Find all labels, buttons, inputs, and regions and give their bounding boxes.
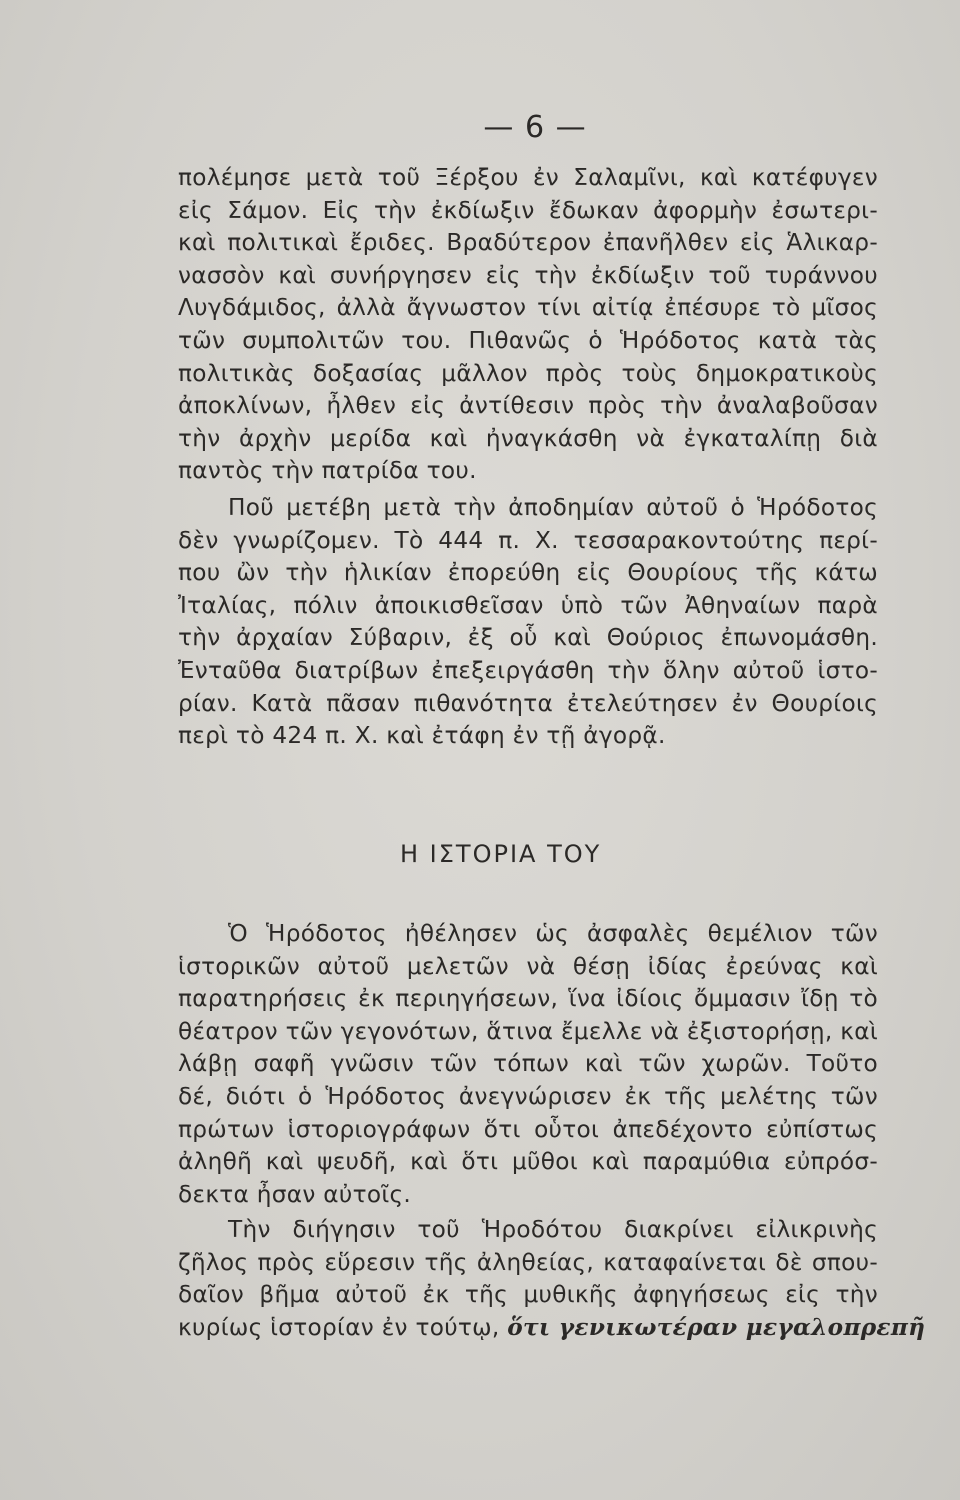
paragraph-4 xyxy=(178,1214,926,1344)
text-line: λάβῃ σαφῆ γνῶσιν τῶν τόπων καὶ τῶν χωρῶν. Τοῦτο xyxy=(178,1050,878,1078)
paragraph-3 xyxy=(178,918,878,1211)
text-line: Ἰταλίας, πόλιν ἀποικισθεῖσαν ὑπὸ τῶν Ἀθηναίων παρὰ xyxy=(178,591,878,619)
text-line-last xyxy=(178,1312,926,1345)
text-line: νασσὸν καὶ συνήργησεν εἰς τὴν ἐκδίωξιν τοῦ τυράννου xyxy=(178,261,878,289)
text-line: παντὸς τὴν πατρίδα του. xyxy=(178,457,477,485)
text-line: δὲν γνωρίζομεν. Τὸ 444 π. Χ. τεσσαρακοντούτης περί- xyxy=(178,526,878,554)
paragraph-2 xyxy=(178,492,878,753)
page-number: — 6 — xyxy=(483,110,587,145)
text-line: ρίαν. Κατὰ πᾶσαν πιθανότητα ἐτελεύτησεν ἐν Θουρίοις xyxy=(178,689,878,717)
text-line: δαῖον βῆμα αὐτοῦ ἐκ τῆς μυθικῆς ἀφηγήσεως εἰς τὴν xyxy=(178,1281,878,1309)
text-line: Ποῦ μετέβη μετὰ τὴν ἀποδημίαν αὐτοῦ ὁ Ἡρόδοτος xyxy=(228,494,878,521)
text-line: που ὢν τὴν ἡλικίαν ἐπορεύθη εἰς Θουρίους τῆς κάτω xyxy=(178,559,878,587)
text-line: Λυγδάμιδος, ἀλλὰ ἄγνωστον τίνι αἰτίᾳ ἐπέσυρε τὸ μῖσος xyxy=(178,294,878,322)
text-line: ἀληθῆ καὶ ψευδῆ, καὶ ὅτι μῦθοι καὶ παραμύθια εὐπρόσ- xyxy=(178,1148,878,1176)
text-line: δεκτα ἦσαν αὐτοῖς. xyxy=(178,1180,412,1208)
text-line: καὶ πολιτικαὶ ἔριδες. Βραδύτερον ἐπανῆλθεν εἰς Ἁλικαρ- xyxy=(178,229,878,257)
text-line: πολέμησε μετὰ τοῦ Ξέρξου ἐν Σαλαμῖνι, καὶ κατέφυγεν xyxy=(178,164,878,191)
text-line: Ὁ Ἡρόδοτος ἠθέλησεν ὡς ἀσφαλὲς θεμέλιον τῶν xyxy=(228,920,878,947)
text-line: ἀποκλίνων, ἦλθεν εἰς ἀντίθεσιν πρὸς τὴν ἀναλαβοῦσαν xyxy=(178,392,878,420)
text-line: τῶν συμπολιτῶν του. Πιθανῶς ὁ Ἡρόδοτος κατὰ τὰς xyxy=(178,326,878,354)
text-line: δέ, διότι ὁ Ἡρόδοτος ἀνεγνώρισεν ἐκ τῆς μελέτης τῶν xyxy=(178,1082,878,1110)
text-line: πολιτικὰς δοξασίας μᾶλλον πρὸς τοὺς δημοκρατικοὺς xyxy=(178,359,878,387)
paragraph-1 xyxy=(178,162,878,488)
text-line: Ἐνταῦθα διατρίβων ἐπεξειργάσθη τὴν ὅλην αὐτοῦ ἱστο- xyxy=(178,656,878,684)
section-heading: Η ΙΣΤΟΡΙΑ ΤΟΥ xyxy=(400,840,602,868)
text-line: πρώτων ἱστοριογράφων ὅτι οὗτοι ἀπεδέχοντο εὐπίστως xyxy=(178,1115,878,1143)
text-line: τὴν ἀρχαίαν Σύβαριν, ἐξ οὗ καὶ Θούριος ἐπωνομάσθη. xyxy=(178,624,878,652)
text-line: παρατηρήσεις ἐκ περιηγήσεων, ἵνα ἰδίοις ὄμμασιν ἴδῃ τὸ xyxy=(178,985,878,1013)
last-line-text: κυρίως ἱστορίαν ἐν τούτῳ, xyxy=(178,1313,500,1341)
text-line: ζῆλος πρὸς εὕρεσιν τῆς ἀληθείας, καταφαίνεται δὲ σπου- xyxy=(178,1248,878,1276)
text-line: περὶ τὸ 424 π. Χ. καὶ ἐτάφη ἐν τῇ ἀγορᾷ. xyxy=(178,722,666,750)
last-line-italic-text: ὅτι γενικωτέραν μεγαλοπρεπῆ xyxy=(507,1313,926,1341)
text-line: εἰς Σάμον. Εἰς τὴν ἐκδίωξιν ἔδωκαν ἀφορμὴν ἐσωτερι- xyxy=(178,196,878,224)
text-line: ἱστορικῶν αὐτοῦ μελετῶν νὰ θέσῃ ἰδίας ἐρεύνας καὶ xyxy=(178,952,878,980)
text-line: Τὴν διήγησιν τοῦ Ἡροδότου διακρίνει εἰλικρινὴς xyxy=(228,1216,878,1243)
text-line: θέατρον τῶν γεγονότων, ἅτινα ἔμελλε νὰ ἐξιστορήσῃ, καὶ xyxy=(178,1017,878,1045)
text-line: τὴν ἀρχὴν μερίδα καὶ ἠναγκάσθη νὰ ἐγκαταλίπῃ διὰ xyxy=(178,424,878,452)
